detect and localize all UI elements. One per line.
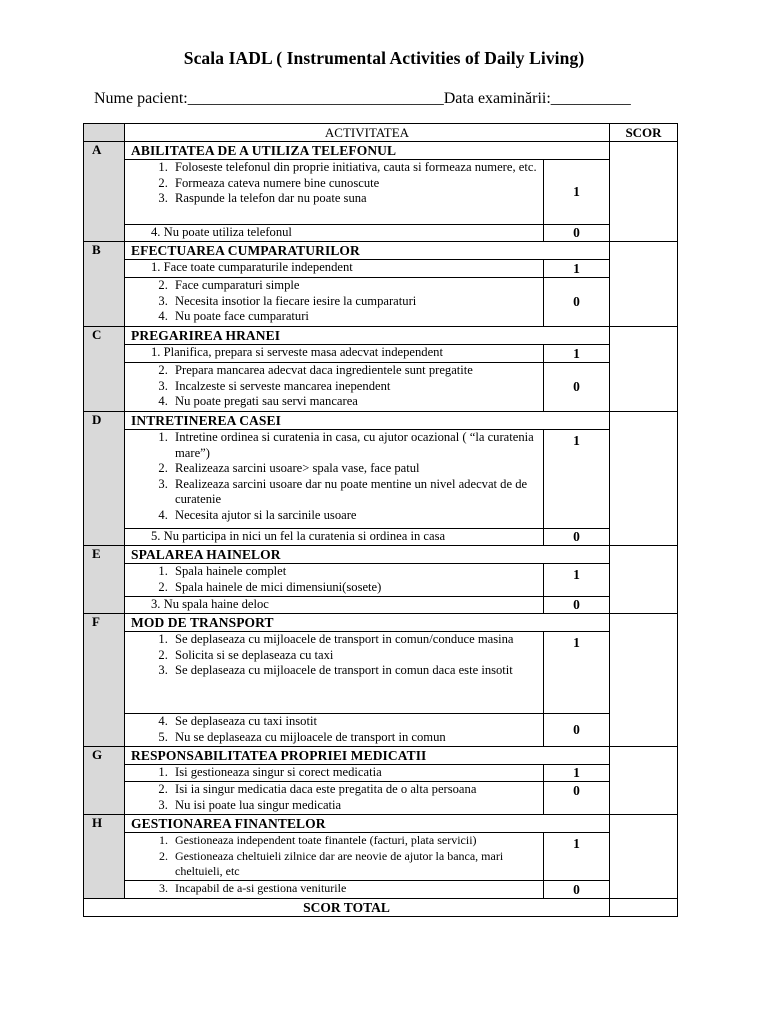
- section-c-value-1: 1: [544, 345, 610, 363]
- section-f-value-1: 1: [544, 632, 610, 714]
- section-b-letter: B: [84, 242, 125, 327]
- section-d-letter: D: [84, 412, 125, 546]
- section-d-option-row: [84, 529, 678, 546]
- section-g-letter: G: [84, 747, 125, 815]
- option-item: 4. Se deplaseaza cu taxi insotit: [171, 714, 543, 730]
- section-c-option-row: [84, 363, 678, 412]
- section-b-option-row: [84, 278, 678, 327]
- total-label: SCOR TOTAL: [84, 899, 610, 917]
- section-f-letter: F: [84, 614, 125, 747]
- header-score: SCOR: [610, 124, 678, 142]
- iadl-table: [83, 123, 678, 917]
- section-e-title-row: [84, 546, 678, 564]
- section-h-value-0: 0: [544, 881, 610, 899]
- section-a-option-row: [84, 225, 678, 242]
- section-h-value-1: 1: [544, 833, 610, 881]
- option-item: 1. Se deplaseaza cu mijloacele de transport in comun/conduce masina: [171, 632, 543, 648]
- section-a-score-cell[interactable]: [610, 142, 678, 242]
- option-item: 1. Spala hainele complet: [171, 564, 543, 580]
- section-f-options: [125, 632, 544, 714]
- section-e-name: SPALAREA HAINELOR: [125, 546, 610, 564]
- section-e-letter: E: [84, 546, 125, 614]
- option-item: 2. Gestioneaza cheltuieli zilnice dar are neovie de ajutor la banca, mari cheltuieli, etc: [171, 849, 543, 880]
- section-c-title-row: [84, 327, 678, 345]
- section-c-score-cell[interactable]: [610, 327, 678, 412]
- option-item: 1. Gestioneaza independent toate finantele (facturi, plata servicii): [171, 833, 543, 849]
- section-b-title-row: [84, 242, 678, 260]
- section-f-score-cell[interactable]: [610, 614, 678, 747]
- section-d-option-row: [84, 430, 678, 529]
- section-d-name: INTRETINEREA CASEI: [125, 412, 610, 430]
- section-g-options: [125, 765, 544, 782]
- section-d-value-0: 0: [544, 529, 610, 546]
- option-item: 5. Nu se deplaseaza cu mijloacele de transport in comun: [171, 730, 543, 746]
- section-e-value-1: 1: [544, 564, 610, 597]
- section-d-title-row: [84, 412, 678, 430]
- total-row: [84, 899, 678, 917]
- section-f-options-2: [125, 714, 544, 747]
- header-activity: ACTIVITATEA: [125, 124, 610, 142]
- option-item: 2. Formeaza cateva numere bine cunoscute: [171, 176, 543, 192]
- section-b-value-0: 0: [544, 278, 610, 327]
- section-g-value-1: 1: [544, 765, 610, 782]
- section-g-name: RESPONSABILITATEA PROPRIEI MEDICATII: [125, 747, 610, 765]
- section-h-options-2: [125, 881, 544, 899]
- option-item: 3. Necesita insotior la fiecare iesire la cumparaturi: [171, 294, 543, 310]
- section-f-name: MOD DE TRANSPORT: [125, 614, 610, 632]
- option-item: 1. Foloseste telefonul din proprie initiativa, cauta si formeaza numere, etc.: [171, 160, 543, 176]
- section-b-score-cell[interactable]: [610, 242, 678, 327]
- option-item: 1. Intretine ordinea si curatenia in casa, cu ajutor ocazional ( “la curatenia mare”): [171, 430, 543, 461]
- section-e-options: [125, 564, 544, 597]
- section-b-name: EFECTUAREA CUMPARATURILOR: [125, 242, 610, 260]
- option-item: 1. Planifica, prepara si serveste masa adecvat independent: [125, 345, 544, 363]
- option-item: 2. Solicita si se deplaseaza cu taxi: [171, 648, 543, 664]
- section-f-option-row: [84, 632, 678, 714]
- section-b-value-1: 1: [544, 260, 610, 278]
- section-a-option-row: [84, 160, 678, 225]
- option-item: 1. Face toate cumparaturile independent: [125, 260, 544, 278]
- section-d-options: [125, 430, 544, 529]
- section-a-value-0: 0: [544, 225, 610, 242]
- option-item: 4. Necesita ajutor si la sarcinile usoare: [171, 508, 543, 524]
- section-h-name: GESTIONAREA FINANTELOR: [125, 815, 610, 833]
- section-b-options: [125, 278, 544, 327]
- option-item: 3. Se deplaseaza cu mijloacele de transport in comun daca este insotit: [171, 663, 543, 679]
- section-a-options: [125, 160, 544, 225]
- option-item: 2. Realizeaza sarcini usoare> spala vase, face patul: [171, 461, 543, 477]
- section-c-option-row: [84, 345, 678, 363]
- page-title: Scala IADL ( Instrumental Activities of Daily Living): [183, 48, 585, 68]
- option-item: 3. Nu isi poate lua singur medicatia: [171, 798, 543, 814]
- section-h-option-row: [84, 881, 678, 899]
- option-item: 3. Incapabil de a-si gestiona veniturile: [171, 881, 543, 897]
- header-blank-cell: [84, 124, 125, 142]
- section-e-score-cell[interactable]: [610, 546, 678, 614]
- option-item: 2. Prepara mancarea adecvat daca ingredientele sunt pregatite: [171, 363, 543, 379]
- section-g-option-row: [84, 765, 678, 782]
- option-item: 2. Spala hainele de mici dimensiuni(sosete): [171, 580, 543, 596]
- section-c-letter: C: [84, 327, 125, 412]
- option-item: 3. Raspunde la telefon dar nu poate suna: [171, 191, 543, 207]
- section-g-option-row: [84, 782, 678, 815]
- option-item: 3. Realizeaza sarcini usoare dar nu poate mentine un nivel adecvat de de curatenie: [171, 477, 543, 508]
- total-score-cell[interactable]: [610, 899, 678, 917]
- option-item: 1. Isi gestioneaza singur si corect medicatia: [171, 765, 543, 781]
- option-item: 4. Nu poate face cumparaturi: [171, 309, 543, 325]
- option-item: 3. Nu spala haine deloc: [125, 597, 544, 614]
- section-f-option-row: [84, 714, 678, 747]
- section-h-score-cell[interactable]: [610, 815, 678, 899]
- section-h-letter: H: [84, 815, 125, 899]
- section-e-option-row: [84, 597, 678, 614]
- section-f-value-0: 0: [544, 714, 610, 747]
- section-e-option-row: [84, 564, 678, 597]
- table-header-row: [84, 124, 678, 142]
- section-g-value-0: 0: [544, 782, 610, 815]
- section-d-value-1: 1: [544, 430, 610, 529]
- section-h-title-row: [84, 815, 678, 833]
- section-g-title-row: [84, 747, 678, 765]
- section-c-value-0: 0: [544, 363, 610, 412]
- patient-line: Nume pacient:________________________________Data examinării:__________: [94, 90, 631, 107]
- section-e-value-0: 0: [544, 597, 610, 614]
- option-item: 2. Isi ia singur medicatia daca este pregatita de o alta persoana: [171, 782, 543, 798]
- section-g-score-cell[interactable]: [610, 747, 678, 815]
- section-b-option-row: [84, 260, 678, 278]
- section-a-letter: A: [84, 142, 125, 242]
- section-f-title-row: [84, 614, 678, 632]
- section-d-score-cell[interactable]: [610, 412, 678, 546]
- option-item: 4. Nu poate utiliza telefonul: [125, 225, 544, 242]
- option-item: 5. Nu participa in nici un fel la curatenia si ordinea in casa: [125, 529, 544, 546]
- section-g-options-2: [125, 782, 544, 815]
- section-a-value-1: 1: [544, 160, 610, 225]
- section-a-title-row: [84, 142, 678, 160]
- option-item: 2. Face cumparaturi simple: [171, 278, 543, 294]
- option-item: 3. Incalzeste si serveste mancarea inependent: [171, 379, 543, 395]
- option-item: 4. Nu poate pregati sau servi mancarea: [171, 394, 543, 410]
- section-h-option-row: [84, 833, 678, 881]
- section-c-name: PREGARIREA HRANEI: [125, 327, 610, 345]
- section-a-name: ABILITATEA DE A UTILIZA TELEFONUL: [125, 142, 610, 160]
- section-c-options: [125, 363, 544, 412]
- section-h-options: [125, 833, 544, 881]
